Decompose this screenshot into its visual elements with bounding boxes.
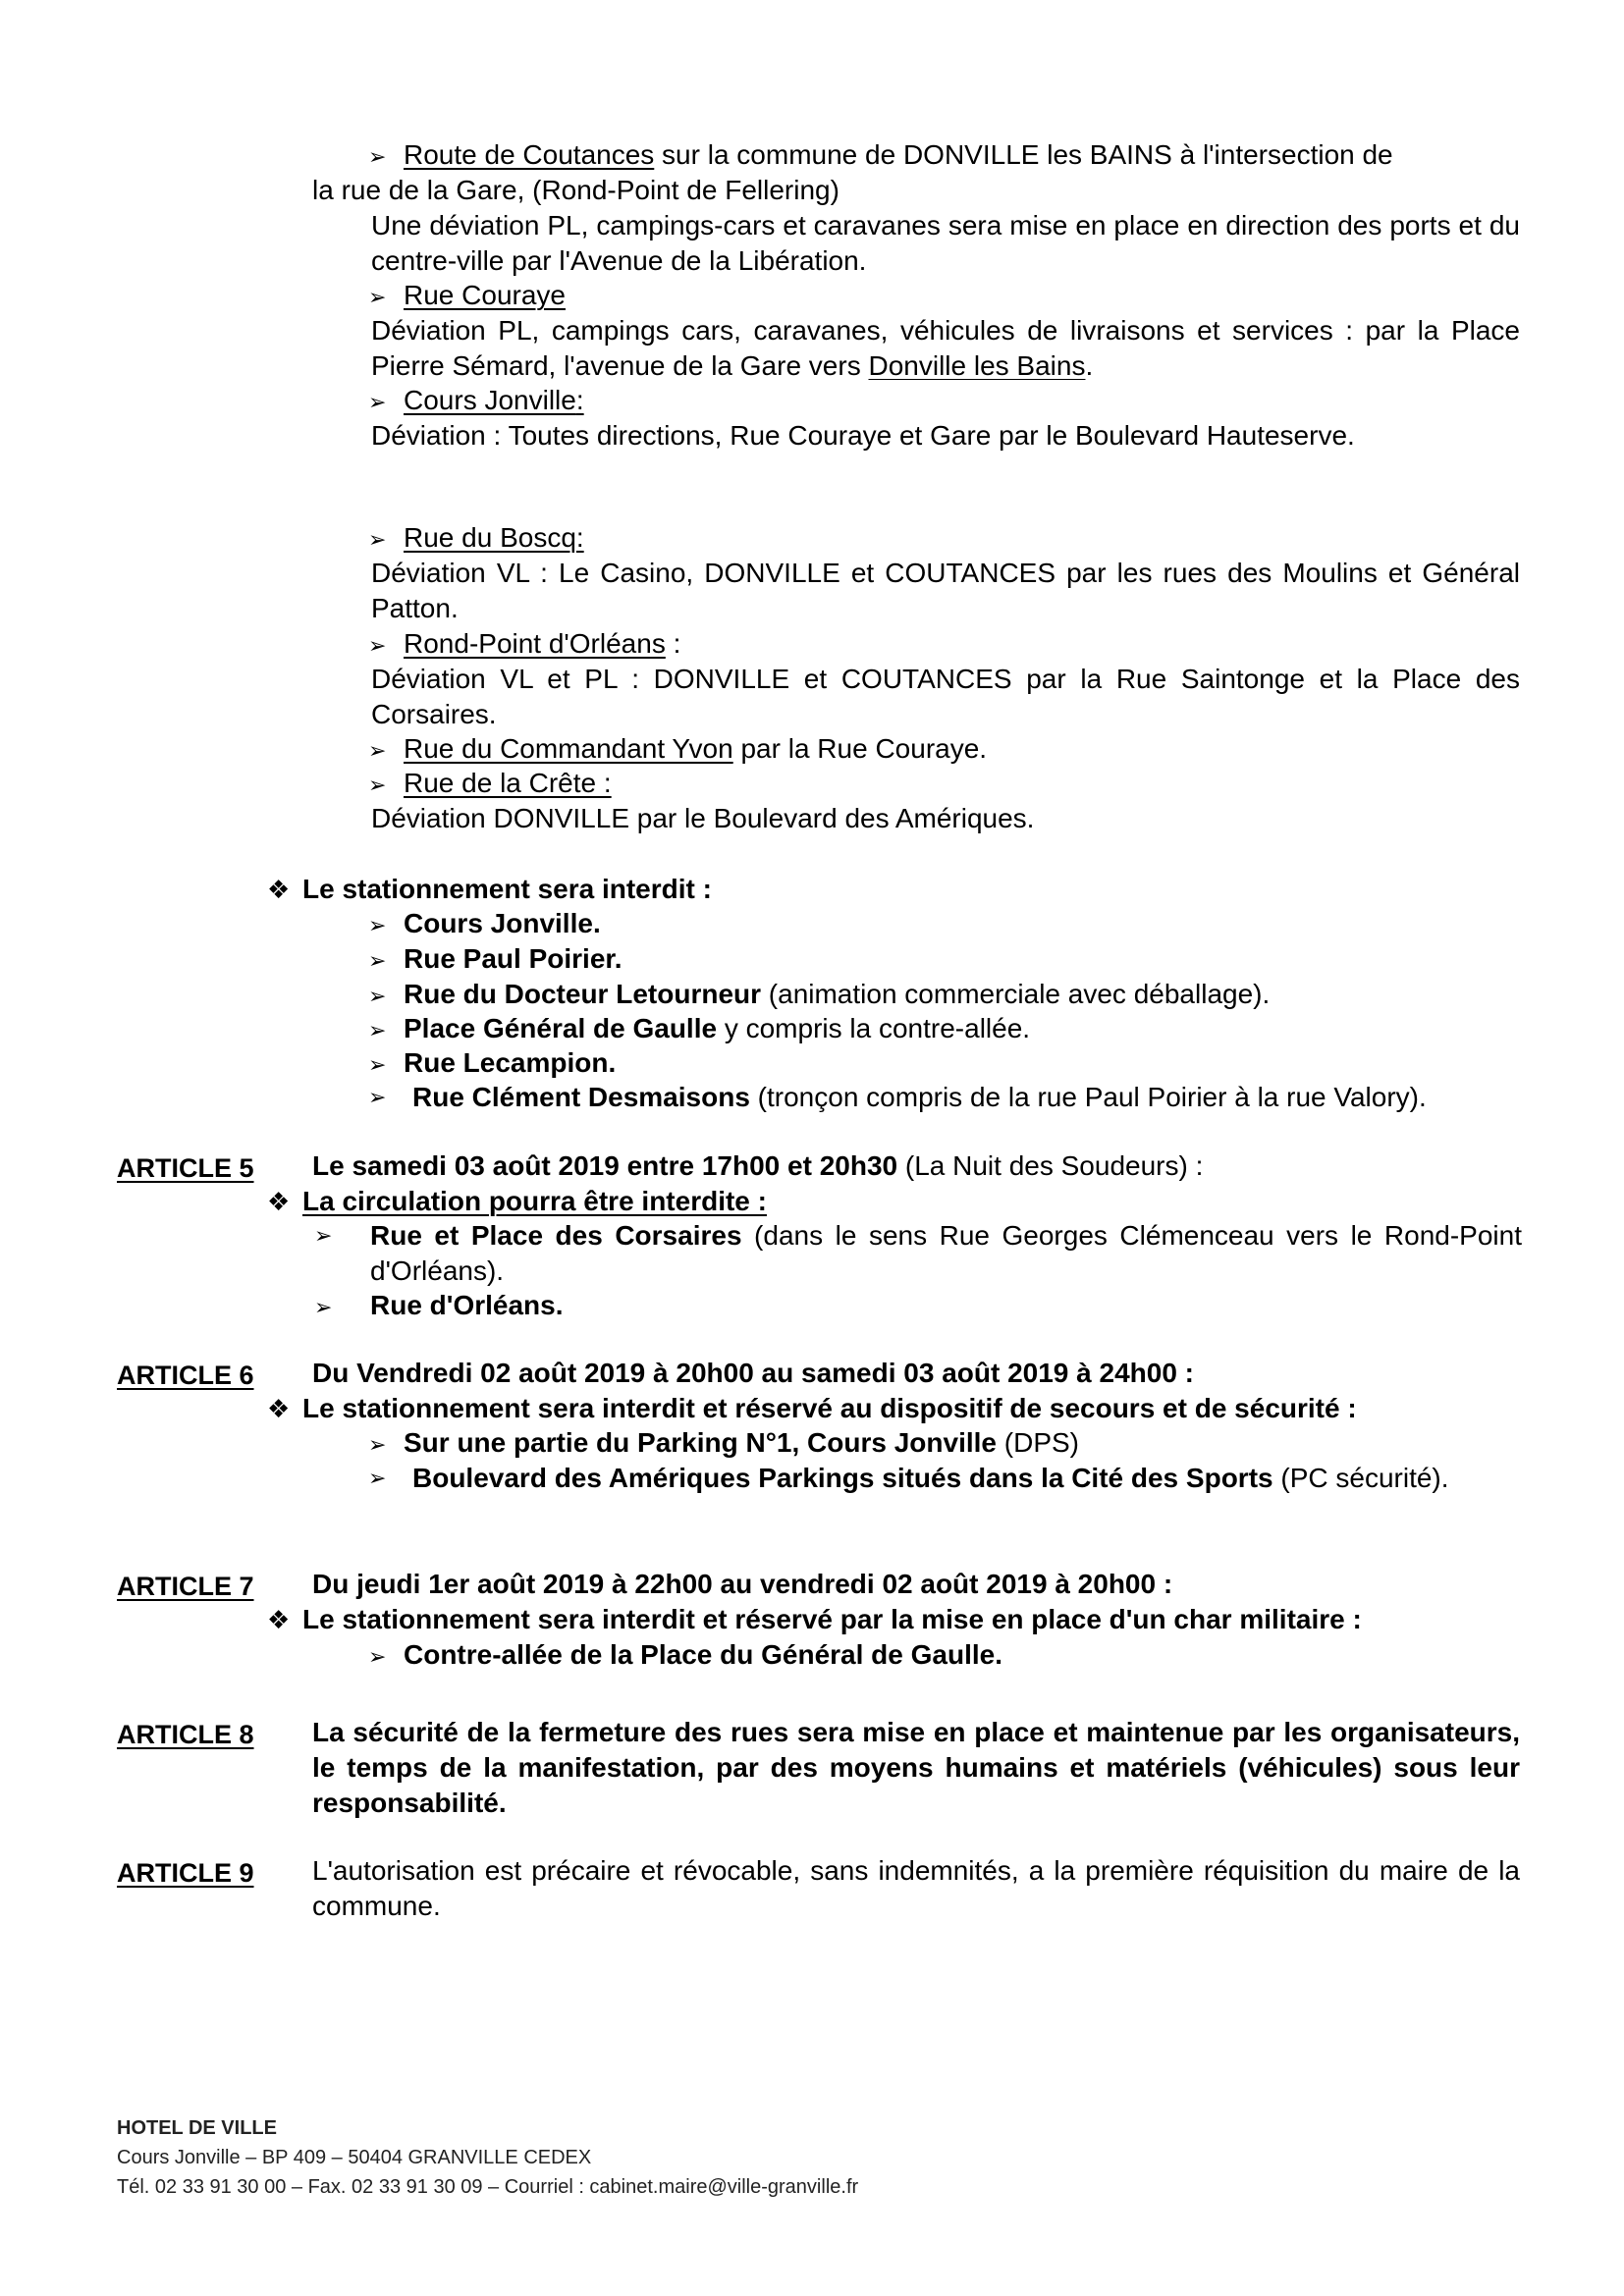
street-name: Rue Couraye — [404, 280, 566, 310]
donville-link: Donville les Bains — [868, 350, 1086, 381]
article-9-text: L'autorisation est précaire et révocable, sans indemnités, a la première réquisition du maire de la commune. — [312, 1855, 1520, 1921]
article-5-label: ARTICLE 5 — [117, 1153, 254, 1183]
sub-heading-text: Le stationnement sera interdit et réservé par la mise en place d'un char militaire : — [302, 1604, 1362, 1634]
footer-contact: Tél. 02 33 91 30 00 – Fax. 02 33 91 30 09 – Courriel : cabinet.maire@ville-granville.fr — [117, 2176, 859, 2198]
diamond-bullet-icon: ❖ — [267, 1394, 291, 1423]
list-item — [368, 906, 601, 943]
colon: : — [575, 385, 584, 415]
street-name: Boulevard des Amériques Parkings situés dans la Cité des Sports — [412, 1463, 1273, 1493]
date-range: Le samedi 03 août 2019 entre 17h00 et 20h30 — [312, 1150, 898, 1181]
street-name: Rue du Boscq — [404, 522, 576, 553]
arrow-bullet-icon: ➢ — [368, 738, 387, 763]
arrow-bullet-icon: ➢ — [368, 285, 387, 309]
deviation-crete-text: Déviation DONVILLE par le Boulevard des Amériques. — [371, 803, 1035, 833]
deviation-couraye-heading — [368, 278, 566, 315]
article-6-sub — [267, 1391, 1357, 1426]
deviation-jonville-text: Déviation : Toutes directions, Rue Couraye et Gare par le Boulevard Hauteserve. — [371, 420, 1355, 451]
deviation-text: Déviation PL, campings cars, caravanes, véhicules de livraisons et services : par la Place Pierre Sémard, l'avenue de la Gare vers — [371, 315, 1520, 381]
arrow-bullet-icon: ➢ — [314, 1295, 333, 1319]
street-name: Route de Coutances — [404, 139, 655, 170]
street-desc: y compris la contre-allée. — [717, 1013, 1031, 1043]
article-8-label: ARTICLE 8 — [117, 1720, 254, 1749]
street-name: Cours Jonville — [404, 385, 576, 415]
list-item-text — [412, 1461, 1522, 1496]
street-name: Cours Jonville. — [404, 908, 601, 938]
period: . — [1085, 350, 1094, 381]
article-8-text: La sécurité de la fermeture des rues sera mise en place et maintenue par les organisateurs, le temps de la manifestation, par des moyens humains et matériels (véhicules) sous leur responsabilité. — [312, 1717, 1520, 1818]
footer-address: Cours Jonville – BP 409 – 50404 GRANVILLE CEDEX — [117, 2147, 592, 2168]
arrow-bullet-icon: ➢ — [368, 913, 387, 937]
street-name: Contre-allée de la Place du Général de Gaulle. — [404, 1639, 1002, 1670]
arrow-bullet-icon: ➢ — [368, 948, 387, 973]
street-desc: (animation commerciale avec déballage). — [761, 979, 1271, 1009]
list-item — [368, 941, 623, 979]
colon: : — [665, 628, 681, 659]
deviation-yvon-heading — [368, 731, 987, 769]
sub-heading-text: Le stationnement sera interdit et réservé au dispositif de secours et de sécurité : — [302, 1393, 1357, 1423]
street-desc: (PC sécurité). — [1272, 1463, 1449, 1493]
list-item — [368, 1461, 1522, 1496]
article-7-sub — [267, 1602, 1362, 1637]
street-name: Rond-Point d'Orléans — [404, 628, 666, 659]
arrow-bullet-icon: ➢ — [368, 633, 387, 658]
arrow-bullet-icon: ➢ — [368, 1018, 387, 1042]
street-name: Rue Lecampion. — [404, 1047, 617, 1078]
street-desc: (dans le sens Rue Georges Clémenceau vers le Rond-Point d'Orléans). — [370, 1220, 1522, 1286]
street-name: Rue de la Crête : — [404, 768, 612, 798]
street-name: Sur une partie du Parking N°1, Cours Jonville — [404, 1427, 997, 1458]
list-item — [314, 1218, 1522, 1289]
article-6-intro: Du Vendredi 02 août 2019 à 20h00 au samedi 03 août 2019 à 24h00 : — [312, 1358, 1194, 1388]
street-name: Rue et Place des Corsaires — [370, 1220, 742, 1251]
diamond-bullet-icon: ❖ — [267, 875, 291, 904]
street-name: Rue d'Orléans. — [370, 1290, 564, 1320]
list-item — [368, 1425, 1079, 1463]
deviation-orleans-heading — [368, 626, 680, 664]
street-name: Rue Paul Poirier. — [404, 943, 623, 974]
list-item-text — [412, 1080, 1522, 1115]
parking-heading-text: Le stationnement sera interdit : — [302, 874, 712, 904]
street-name: Rue Clément Desmaisons — [412, 1082, 750, 1112]
sub-heading-text: La circulation pourra être interdite : — [302, 1186, 767, 1216]
article-6-label: ARTICLE 6 — [117, 1361, 254, 1390]
deviation-coutances-text: Une déviation PL, campings-cars et caravanes sera mise en place en direction des ports et du centre-ville par l'Avenue de la Libération. — [371, 210, 1520, 276]
arrow-bullet-icon: ➢ — [314, 1223, 333, 1248]
arrow-bullet-icon: ➢ — [368, 1085, 387, 1109]
deviation-boscq-heading — [368, 520, 584, 558]
list-item — [314, 1288, 564, 1325]
event-name: (La Nuit des Soudeurs) : — [897, 1150, 1204, 1181]
list-item — [368, 977, 1270, 1014]
street-desc: sur la commune de DONVILLE les BAINS à l'intersection de — [654, 139, 1393, 170]
parking-heading — [267, 872, 712, 907]
colon: : — [575, 522, 584, 553]
deviation-coutances-line2: la rue de la Gare, (Rond-Point de Fellering) — [312, 175, 839, 205]
article-5-intro — [312, 1148, 1203, 1184]
street-desc: (DPS) — [997, 1427, 1079, 1458]
diamond-bullet-icon: ❖ — [267, 1187, 291, 1216]
street-desc: par la Rue Couraye. — [732, 733, 988, 764]
diamond-bullet-icon: ❖ — [267, 1605, 291, 1634]
deviation-orleans-text: Déviation VL et PL : DONVILLE et COUTANCES par la Rue Saintonge et la Place des Corsaires. — [371, 664, 1520, 729]
arrow-bullet-icon: ➢ — [368, 527, 387, 552]
deviation-jonville-heading — [368, 383, 584, 420]
arrow-bullet-icon: ➢ — [368, 1432, 387, 1457]
arrow-bullet-icon: ➢ — [368, 144, 387, 169]
arrow-bullet-icon: ➢ — [368, 1644, 387, 1669]
street-name: Rue du Docteur Letourneur — [404, 979, 762, 1009]
street-name: Rue du Commandant Yvon — [404, 733, 733, 764]
article-7-intro: Du jeudi 1er août 2019 à 22h00 au vendredi 02 août 2019 à 20h00 : — [312, 1569, 1173, 1599]
arrow-bullet-icon: ➢ — [368, 1466, 387, 1490]
arrow-bullet-icon: ➢ — [368, 1052, 387, 1077]
street-name: Place Général de Gaulle — [404, 1013, 718, 1043]
street-desc: (tronçon compris de la rue Paul Poirier à la rue Valory). — [749, 1082, 1427, 1112]
list-item — [368, 1080, 1522, 1115]
deviation-coutances-heading — [368, 137, 1393, 175]
deviation-boscq-text: Déviation VL : Le Casino, DONVILLE et COUTANCES par les rues des Moulins et Général Patton. — [371, 558, 1520, 623]
deviation-crete-heading — [368, 766, 612, 803]
arrow-bullet-icon: ➢ — [368, 984, 387, 1008]
deviation-couraye-text — [371, 313, 1520, 384]
list-item — [368, 1045, 616, 1083]
footer-title: HOTEL DE VILLE — [117, 2117, 277, 2139]
list-item — [368, 1011, 1030, 1048]
arrow-bullet-icon: ➢ — [368, 773, 387, 797]
list-item-text — [370, 1218, 1522, 1289]
article-5-sub — [267, 1184, 767, 1219]
article-7-label: ARTICLE 7 — [117, 1572, 254, 1601]
article-9-label: ARTICLE 9 — [117, 1858, 254, 1888]
arrow-bullet-icon: ➢ — [368, 390, 387, 414]
list-item — [368, 1637, 1002, 1675]
